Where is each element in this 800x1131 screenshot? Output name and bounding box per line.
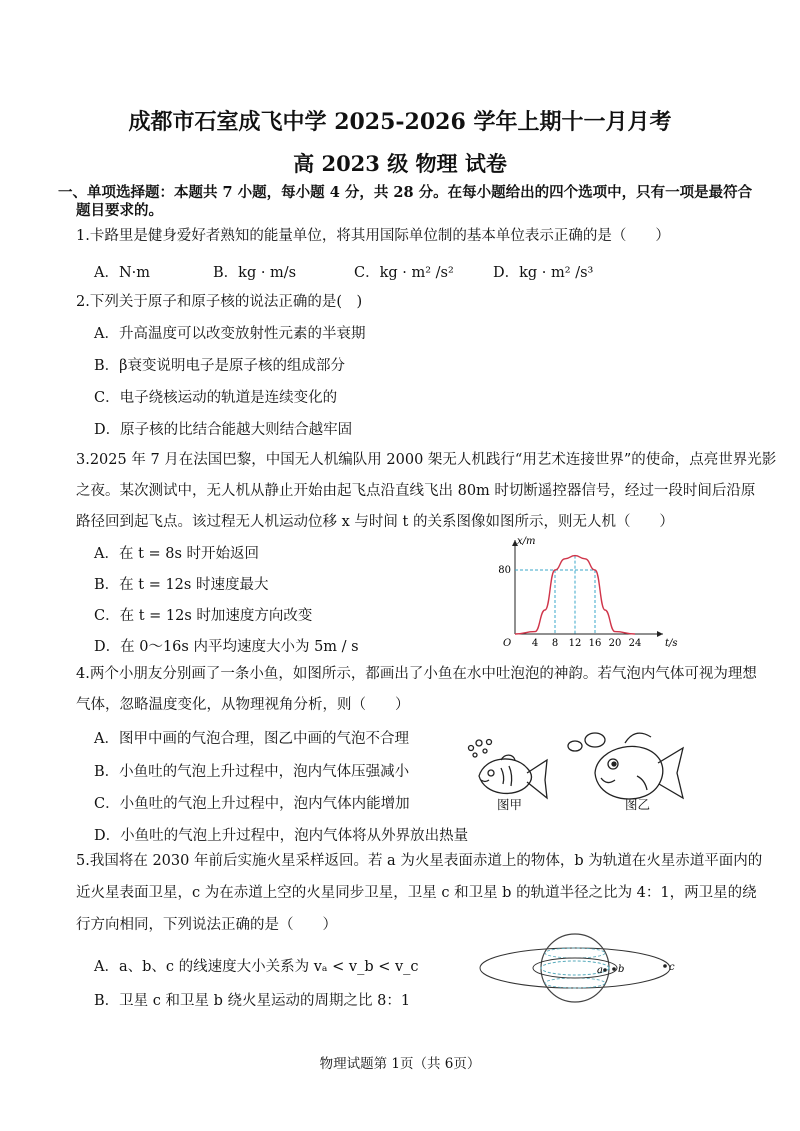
q3-option-b: B．在 t = 12s 时速度最大 bbox=[94, 577, 269, 593]
q3-option-a: A．在 t = 8s 时开始返回 bbox=[94, 546, 260, 562]
x-tick-8: 8 bbox=[551, 638, 559, 649]
y-axis-label: x/m bbox=[517, 536, 536, 547]
mars-orbit-figure bbox=[475, 928, 680, 1013]
q3-stem-line1: 3.2025 年 7 月在法国巴黎，中国无人机编队用 2000 架无人机践行“用艺术连接世界”的使命，点亮世界光影 bbox=[76, 452, 777, 468]
q3-stem-line2: 之夜。某次测试中，无人机从静止开始由起飞点沿直线飞出 80m 时切断遥控器信号，经过一段时间后沿原 bbox=[76, 483, 756, 499]
q2-option-b: B．β衰变说明电子是原子核的组成部分 bbox=[94, 358, 346, 374]
q4-stem-line2: 气体，忽略温度变化，从物理视角分析，则（ ） bbox=[76, 697, 410, 713]
exam-subtitle: 高 2023 级 物理 试卷 bbox=[293, 151, 507, 176]
q5-stem-line3: 行方向相同，下列说法正确的是（ ） bbox=[76, 917, 337, 933]
x-axis-arrow bbox=[657, 631, 663, 637]
q2-stem: 2.下列关于原子和原子核的说法正确的是( ) bbox=[76, 294, 363, 310]
q2-option-c: C．电子绕核运动的轨道是连续变化的 bbox=[94, 390, 338, 406]
fish-yi-drawing bbox=[568, 733, 683, 799]
fish-jia-label: 图甲 bbox=[497, 797, 523, 812]
x-tick-12: 12 bbox=[568, 638, 582, 649]
label-c: c bbox=[669, 962, 675, 973]
label-a: a bbox=[597, 965, 603, 976]
y-tick-80: 80 bbox=[498, 565, 511, 576]
origin-label: O bbox=[503, 638, 512, 649]
q5-option-b: B．卫星 c 和卫星 b 绕火星运动的周期之比 8：1 bbox=[94, 993, 411, 1009]
xt-chart bbox=[495, 536, 678, 649]
section-heading: 一、单项选择题：本题共 7 小题，每小题 4 分，共 28 分。在每小题给出的四个选项中，只有一项是最符合 bbox=[58, 184, 753, 201]
q3-option-d: D．在 0～16s 内平均速度大小为 5m / s bbox=[94, 639, 359, 655]
q5-option-a: A．a、b、c 的线速度大小关系为 vₐ < v_b < v_c bbox=[94, 959, 419, 975]
q5-stem-line2: 近火星表面卫星，c 为在赤道上空的火星同步卫星，卫星 c 和卫星 b 的轨道半径之比为 4：1，两卫星的绕 bbox=[76, 885, 757, 901]
point-a bbox=[603, 968, 607, 972]
q3-option-c: C．在 t = 12s 时加速度方向改变 bbox=[94, 608, 313, 624]
section-heading-cont: 题目要求的。 bbox=[76, 202, 163, 219]
x-tick-16: 16 bbox=[588, 638, 602, 649]
q4-option-d: D．小鱼吐的气泡上升过程中，泡内气体将从外界放出热量 bbox=[94, 828, 469, 844]
fish-yi-label: 图乙 bbox=[625, 797, 651, 812]
q1-option-b: B．kg · m/s bbox=[213, 265, 297, 281]
q1-option-c: C．kg · m² /s² bbox=[354, 265, 454, 281]
x-tick-20: 20 bbox=[608, 638, 622, 649]
q3-stem-line3: 路径回到起飞点。该过程无人机运动位移 x 与时间 t 的关系图像如图所示，则无人机（ ） bbox=[76, 514, 674, 530]
q1-option-d: D．kg · m² /s³ bbox=[493, 265, 594, 281]
exam-title: 成都市石室成飞中学 2025-2026 学年上期十一月月考 bbox=[128, 109, 672, 135]
page-footer: 物理试题第 1页（共 6页） bbox=[319, 1056, 481, 1072]
q4-stem-line1: 4.两个小朋友分别画了一条小鱼，如图所示，都画出了小鱼在水中吐泡泡的神韵。若气泡内气体可视为理想 bbox=[76, 666, 757, 682]
x-tick-24: 24 bbox=[628, 638, 642, 649]
point-b bbox=[612, 967, 616, 971]
point-c bbox=[663, 964, 667, 968]
fish-figure bbox=[455, 718, 690, 813]
q4-option-a: A．图甲中画的气泡合理，图乙中画的气泡不合理 bbox=[94, 731, 409, 747]
q4-option-b: B．小鱼吐的气泡上升过程中，泡内气体压强减小 bbox=[94, 764, 410, 780]
q5-stem-line1: 5.我国将在 2030 年前后实施火星采样返回。若 a 为火星表面赤道上的物体，b 为轨道在火星赤道平面内的 bbox=[76, 853, 763, 869]
orbit-c bbox=[480, 948, 670, 988]
q2-option-d: D．原子核的比结合能越大则结合越牢固 bbox=[94, 422, 353, 438]
fish-jia-drawing bbox=[469, 740, 548, 799]
x-axis-label: t/s bbox=[665, 638, 678, 649]
x-tick-4: 4 bbox=[531, 638, 539, 649]
q2-option-a: A．升高温度可以改变放射性元素的半衰期 bbox=[94, 326, 366, 342]
q1-option-a: A．N·m bbox=[94, 265, 151, 281]
label-b: b bbox=[618, 964, 625, 975]
q4-option-c: C．小鱼吐的气泡上升过程中，泡内气体内能增加 bbox=[94, 796, 410, 812]
q1-stem: 1.卡路里是健身爱好者熟知的能量单位，将其用国际单位制的基本单位表示正确的是（ ） bbox=[76, 228, 670, 244]
